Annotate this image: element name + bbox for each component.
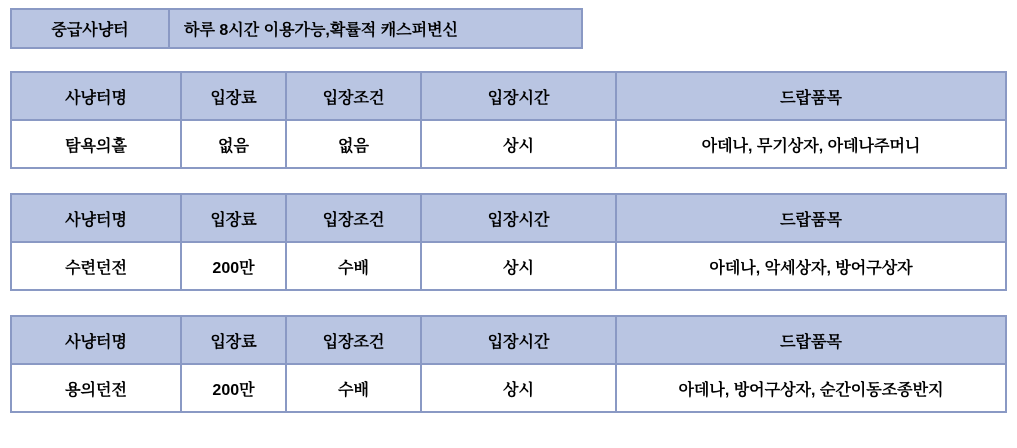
- zone-time: 상시: [421, 364, 616, 412]
- zone-name: 용의던전: [11, 364, 181, 412]
- column-header-drop: 드랍품목: [616, 194, 1006, 242]
- column-header-name: 사냥터명: [11, 194, 181, 242]
- column-header-fee: 입장료: [181, 316, 286, 364]
- zone-time: 상시: [421, 120, 616, 168]
- column-header-time: 입장시간: [421, 194, 616, 242]
- table-header-row: [11, 194, 1006, 242]
- hunting-ground-header: [10, 8, 583, 49]
- column-header-name: 사냥터명: [11, 72, 181, 120]
- zone-time: 상시: [421, 242, 616, 290]
- table-row: [11, 120, 1006, 168]
- zone-drop: 아데나, 악세상자, 방어구상자: [616, 242, 1006, 290]
- hunting-ground-description: 하루 8시간 이용가능,확률적 캐스퍼변신: [170, 10, 581, 47]
- zone-table-2: [10, 315, 1007, 413]
- table-header-row: [11, 72, 1006, 120]
- column-header-time: 입장시간: [421, 72, 616, 120]
- column-header-fee: 입장료: [181, 72, 286, 120]
- column-header-time: 입장시간: [421, 316, 616, 364]
- table-header-row: [11, 316, 1006, 364]
- table-row: [11, 242, 1006, 290]
- zone-table-1: [10, 193, 1007, 291]
- hunting-ground-title: 중급사냥터: [12, 10, 170, 47]
- column-header-name: 사냥터명: [11, 316, 181, 364]
- zone-name: 탐욕의홀: [11, 120, 181, 168]
- zone-fee: 200만: [181, 364, 286, 412]
- zone-table-0: [10, 71, 1007, 169]
- zone-drop: 아데나, 무기상자, 아데나주머니: [616, 120, 1006, 168]
- zone-fee: 200만: [181, 242, 286, 290]
- column-header-fee: 입장료: [181, 194, 286, 242]
- column-header-drop: 드랍품목: [616, 316, 1006, 364]
- column-header-condition: 입장조건: [286, 72, 421, 120]
- zone-condition: 수배: [286, 364, 421, 412]
- zone-drop: 아데나, 방어구상자, 순간이동조종반지: [616, 364, 1006, 412]
- column-header-condition: 입장조건: [286, 194, 421, 242]
- zone-name: 수련던전: [11, 242, 181, 290]
- zone-condition: 없음: [286, 120, 421, 168]
- zone-condition: 수배: [286, 242, 421, 290]
- zone-fee: 없음: [181, 120, 286, 168]
- column-header-drop: 드랍품목: [616, 72, 1006, 120]
- table-row: [11, 364, 1006, 412]
- column-header-condition: 입장조건: [286, 316, 421, 364]
